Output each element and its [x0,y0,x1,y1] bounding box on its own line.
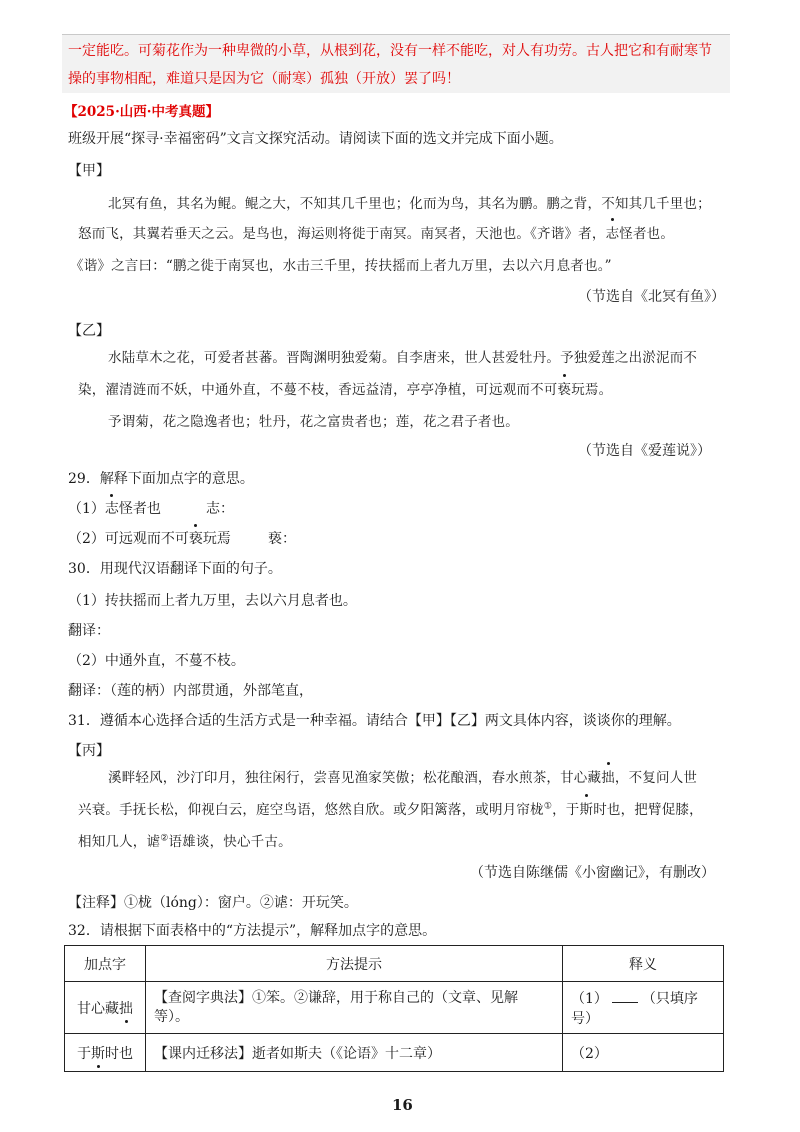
passage-yi-line-1: 水陆草木之花，可爱者甚蕃。晋陶渊明独爱菊。自李唐来，世人甚爱牡丹。予独爱莲之出淤泥而不 [108,350,698,366]
dotted-char-zhi: 志 [606,222,620,242]
passage-jia-line-3: 《谐》之言曰：“鹏之徙于南冥也，水击三千里，抟扶摇而上者九万里，去以六月息者也。” [70,258,612,274]
footnote-marker-2: ② [160,833,169,844]
excerpt-line-1: 一定能吃。可菊花作为一种卑微的小草，从根到花，没有一样不能吃，对人有功劳。古人把它和有耐寒节 [68,43,712,59]
word-2-dotted: 斯 [91,1043,105,1063]
q29-item-2-text: 玩焉 [202,531,231,547]
table-cell-method-2: 【课内迁移法】逝者如斯夫（《论语》十二章） [146,1034,563,1072]
question-30-item-2: （2）中通外直，不蔓不枝。 [68,653,245,669]
question-29-item-1 [68,498,161,518]
word-2-post: 时也 [105,1045,133,1062]
answer-1-blank[interactable] [612,990,638,1003]
table-header-row [65,946,724,982]
word-2-pre: 于 [77,1045,91,1062]
passage-yi-line-2-b: 玩焉。 [571,382,613,398]
passage-jia-source: （节选自《北冥有鱼》） [578,289,725,305]
excerpt-line-2: 操的事物相配，难道只是因为它（耐寒）孤独（开放）罢了吗！ [68,71,460,87]
dotted-char-xie: 亵 [558,378,572,398]
table-header-meaning: 释义 [563,946,724,982]
question-29-title: 29．解释下面加点字的意思。 [68,471,254,487]
passage-bing-line-1-b: ，不复问人世 [614,770,698,786]
table-cell-answer-1 [563,982,724,1034]
passage-bing-line-3 [78,830,292,850]
passage-jia-line-2-a: 怒而飞，其翼若垂天之云。是鸟也，海运则将徙于南冥。南冥者，天池也。《齐谐》者， [78,226,606,242]
word-1-dotted: 拙 [119,998,133,1018]
question-30-title: 30．用现代汉语翻译下面的句子。 [68,561,282,577]
passage-bing-label: 【丙】 [68,743,110,759]
q29-item-1-key: 志： [206,501,234,517]
passage-jia-line-1: 北冥有鱼，其名为鲲。鲲之大，不知其几千里也；化而为鸟，其名为鹏。鹏之背，不知其几千里也； [108,196,711,212]
dotted-char-si: 斯 [580,798,594,818]
method-table [64,945,724,1072]
page-number: 16 [392,1096,413,1114]
passage-yi-label: 【乙】 [68,323,110,339]
question-29-item-2 [68,528,231,548]
q29-item-1-prefix: （1） [68,501,105,517]
passage-jia-label: 【甲】 [68,163,110,179]
table-cell-method-1 [146,982,563,1034]
passage-bing-line-2-a: 兴衰。手抚长松，仰视白云，庭空鸟语，悠然自欣。或夕阳篱落，或明月帘栊 [78,802,544,818]
answer-1-hint: （只填序号） [571,990,698,1027]
q29-item-2-key: 亵： [268,531,296,547]
table-cell-word-1 [65,982,146,1034]
question-32-title: 32．请根据下面表格中的“方法提示”，解释加点字的意思。 [68,923,437,939]
table-header-word: 加点字 [65,946,146,982]
question-30-item-1: （1）抟扶摇而上者九万里，去以六月息者也。 [68,593,357,609]
method-1-line-1: 【查阅字典法】①笨。②谦辞，用于称自己的（文章、见解 [154,989,518,1006]
passage-bing-line-3-a: 相知几人，谑 [78,834,161,850]
table-cell-answer-2: （2） [563,1034,724,1072]
question-30-translation-1: 翻译： [68,623,110,639]
passage-bing-line-2-b: ，于 [552,802,580,818]
passage-yi-line-3: 予谓菊，花之隐逸者也；牡丹，花之富贵者也；莲，花之君子者也。 [108,414,519,430]
passage-jia-line-2-b: 怪者也。 [619,226,675,242]
passage-bing-source: （节选自陈继儒《小窗幽记》，有删改） [470,865,715,881]
q29-item-2-prefix: （2）可远观而不可 [68,531,189,547]
annotation-note: 【注释】①栊（lóng）：窗户。②谑：开玩笑。 [68,895,358,911]
passage-yi-line-2-a: 染，濯清涟而不妖，中通外直，不蔓不枝，香远益清，亭亭净植，可远观而不可 [78,382,558,398]
passage-bing-line-2-c: 时也，把臂促膝， [593,802,703,818]
passage-bing-line-3-b: 语雄谈，快心千古。 [168,834,292,850]
footnote-marker-1: ① [543,801,553,812]
q29-item-1-text: 怪者也 [118,501,161,517]
q29-dotted-xie: 亵 [189,528,203,548]
table-row [65,1034,724,1072]
question-31-title: 31．遵循本心选择合适的生活方式是一种幸福。请结合【甲】【乙】两文具体内容，谈谈你的理解。 [68,713,681,729]
table-cell-word-2 [65,1034,146,1072]
word-1-text: 甘心藏 [77,1000,119,1017]
table-row [65,982,724,1034]
source-tag: 【2025·山西·中考真题】 [64,104,219,120]
passage-yi-line-2 [78,378,612,398]
passage-bing-line-2 [78,798,703,818]
dotted-char-zhuo: 拙 [601,766,615,786]
passage-jia-line-2 [78,222,674,242]
intro-text: 班级开展“探寻·幸福密码”文言文探究活动。请阅读下面的选文并完成下面小题。 [68,131,563,147]
answer-1-prefix: （1） [571,990,608,1007]
question-30-translation-2: 翻译：（莲的柄）内部贯通，外部笔直， [68,683,313,699]
passage-yi-source: （节选自《爱莲说》） [578,443,711,459]
q29-dotted-zhi: 志 [105,498,119,518]
passage-bing-line-1 [108,766,697,786]
method-1-line-2: 等）。 [154,1008,189,1025]
passage-bing-line-1-a: 溪畔轻风，沙汀印月，独往闲行，尝喜见渔家笑傲；松花酿酒，春水煎茶，甘心藏 [108,770,602,786]
table-header-method: 方法提示 [146,946,563,982]
